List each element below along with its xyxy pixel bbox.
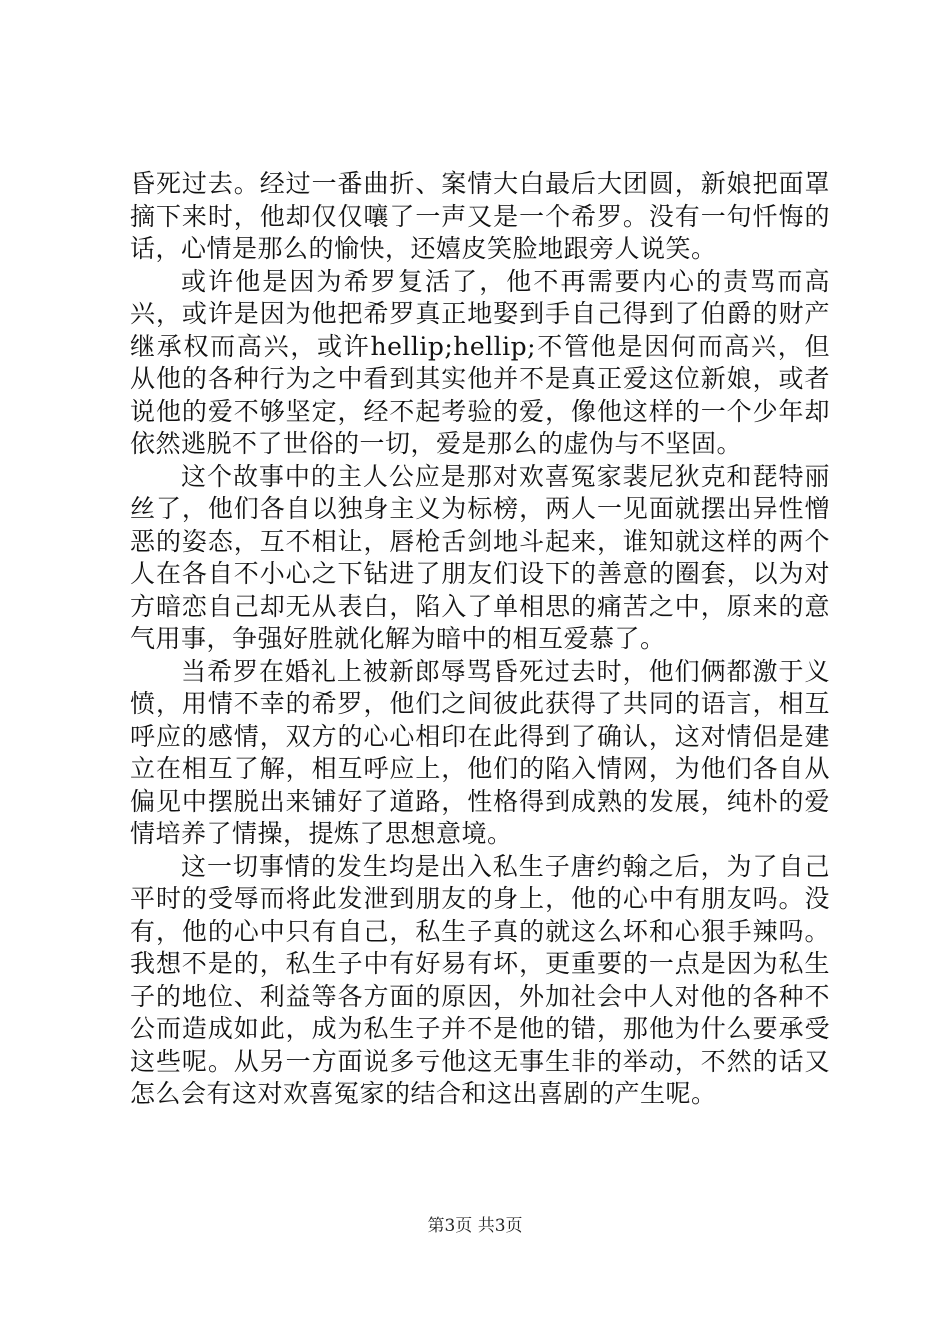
paragraph-1: 昏死过去。经过一番曲折、案情大白最后大团圆，新娘把面罩摘下来时，他却仅仅嚷了一声又是一个希罗。没有一句忏悔的话，心情是那么的愉快，还嬉皮笑脸地跟旁人说笑。 bbox=[130, 169, 830, 263]
paragraph-5: 这一切事情的发生均是出入私生子唐约翰之后，为了自己平时的受辱而将此发泄到朋友的身上，他的心中有朋友吗。没有，他的心中只有自己，私生子真的就这么坏和心狠手辣吗。我想不是的，私生子中有好易有坏，更重要的一点是因为私生子的地位、利益等各方面的原因，外加社会中人对他的各种不公而造成如此，成为私生子并不是他的错，那他为什么要承受这些呢。从另一方面说多亏他这无事生非的举动，不然的话又怎么会有这对欢喜冤家的结合和这出喜剧的产生呢。 bbox=[130, 851, 830, 1108]
document-body bbox=[130, 168, 830, 1111]
paragraph-4: 当希罗在婚礼上被新郎辱骂昏死过去时，他们俩都激于义愤，用情不幸的希罗，他们之间彼此获得了共同的语言，相互呼应的感情，双方的心心相印在此得到了确认，这对情侣是建立在相互了解，相互呼应上，他们的陷入情网，为他们各自从偏见中摆脱出来铺好了道路，性格得到成熟的发展，纯朴的爱情培养了情操，提炼了思想意境。 bbox=[130, 656, 830, 848]
paragraph-2: 或许他是因为希罗复活了，他不再需要内心的责骂而高兴，或许是因为他把希罗真正地娶到手自己得到了伯爵的财产继承权而高兴，或许hellip;hellip;不管他是因何而高兴，但从他的各种行为之中看到其实他并不是真正爱这位新娘，或者说他的爱不够坚定，经不起考验的爱，像他这样的一个少年却依然逃脱不了世俗的一切，爱是那么的虚伪与不坚固。 bbox=[130, 266, 830, 458]
page-number-footer: 第3页 共3页 bbox=[427, 1216, 523, 1236]
paragraph-3: 这个故事中的主人公应是那对欢喜冤家裴尼狄克和琵特丽丝了，他们各自以独身主义为标榜，两人一见面就摆出异性憎恶的姿态，互不相让，唇枪舌剑地斗起来，谁知就这样的两个人在各自不小心之下钻进了朋友们设下的善意的圈套，以为对方暗恋自己却无从表白，陷入了单相思的痛苦之中，原来的意气用事，争强好胜就化解为暗中的相互爱慕了。 bbox=[130, 461, 830, 653]
